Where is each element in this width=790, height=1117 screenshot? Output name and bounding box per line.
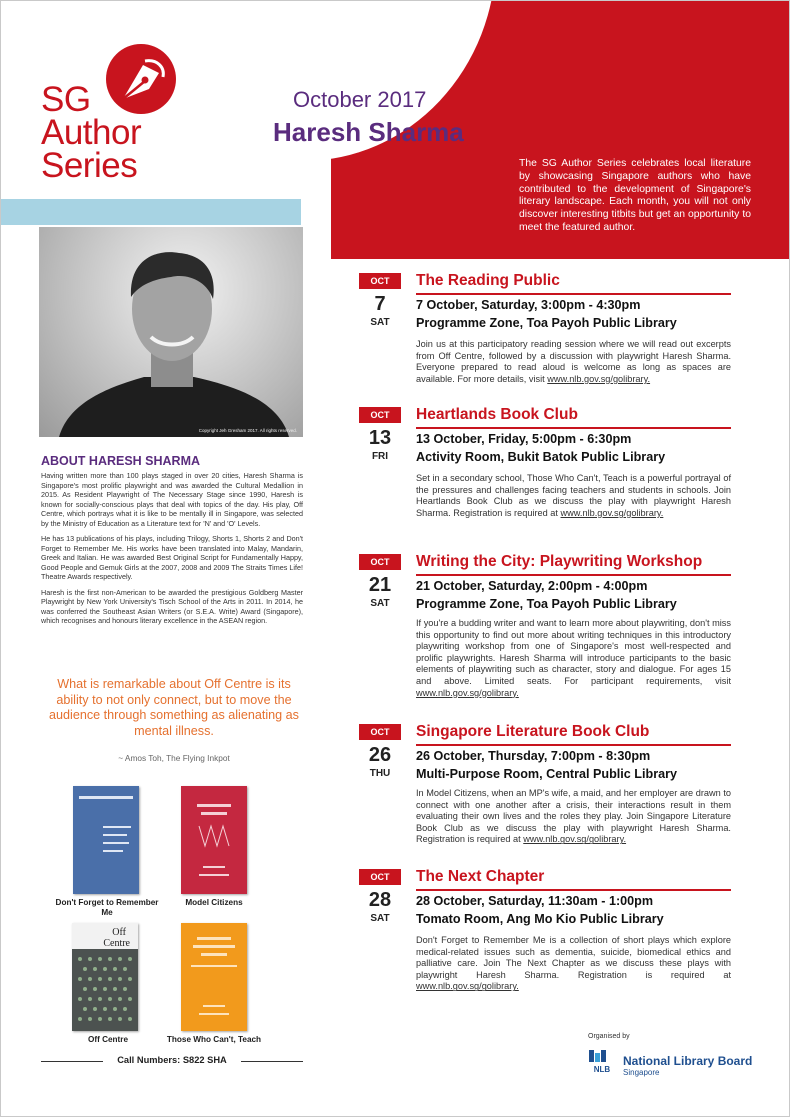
event-month-badge: OCT [359, 407, 401, 423]
event-venue: Programme Zone, Toa Payoh Public Library [416, 316, 677, 330]
about-text [41, 471, 303, 632]
brand-line: Series [41, 146, 138, 185]
about-heading: ABOUT HARESH SHARMA [41, 454, 201, 468]
brand-line: Author [41, 113, 142, 152]
event-venue: Activity Room, Bukit Batok Public Library [416, 450, 666, 464]
event-divider [416, 427, 731, 429]
author-silhouette-icon [39, 227, 303, 437]
event-date: 7 October, Saturday, 3:00pm - 4:30pm [416, 298, 641, 312]
event-link[interactable]: www.nlb.gov.sg/golibrary. [547, 373, 651, 384]
event-title: The Reading Public [416, 272, 560, 289]
event-divider [416, 574, 731, 576]
about-paragraph: He has 13 publications of his plays, including Trilogy, Shorts 1, Shorts 2 and Don't Forget to Remember Me. His works have been translated into Malay, Mandarin, Greek and Italian. He was awarded Best Original Script for Fundamentally Happy, Good People and Gemuk Girls at the 2007, 2008 and 2009 The Straits Times Life! Theatre Awards respectively. [41, 534, 303, 581]
book-cover-those-who-cant-teach [181, 923, 247, 1031]
event-description [416, 788, 731, 846]
event-weekday: THU [369, 768, 391, 779]
quote-attribution: ~ Amos Toh, The Flying Inkpot [118, 753, 230, 763]
issue-month: October 2017 [293, 87, 427, 112]
book-title: Off Centre [87, 1035, 129, 1044]
event-venue: Tomato Room, Ang Mo Kio Public Library [416, 912, 664, 926]
svg-text:Off: Off [112, 927, 126, 938]
event-link[interactable]: www.nlb.gov.sg/golibrary. [560, 507, 664, 518]
event-weekday: SAT [370, 317, 390, 328]
book-cover-off-centre [72, 923, 138, 1031]
event-date: 28 October, Saturday, 11:30am - 1:00pm [416, 894, 654, 908]
event-day: 26 [368, 744, 392, 766]
book-cover-model-citizens [181, 786, 247, 894]
event-divider [416, 744, 731, 746]
event-month-badge: OCT [359, 273, 401, 289]
nlb-logo-text: NLB [593, 1065, 611, 1074]
event-month-badge: OCT [359, 869, 401, 885]
event-month-badge: OCT [359, 724, 401, 740]
series-intro: The SG Author Series celebrates local literature by showcasing Singapore authors who have contributed to the development of Singapore's literary landscape. Each month, you will not only discover interesting titbits but get an opportunity to meet the featured author. [519, 158, 751, 233]
blue-band [1, 199, 301, 225]
event-venue: Multi-Purpose Room, Central Public Library [416, 767, 678, 781]
event-description-text: Join us at this participatory reading session where we will read out excerpts from Off Centre, followed by a discussion with playwright Haresh Sharma. Everyone prepared to read aloud is welcome as long as spaces are available. For more details, visit [416, 339, 731, 384]
event-day: 13 [368, 427, 392, 449]
event-date: 13 October, Friday, 5:00pm - 6:30pm [416, 432, 632, 446]
event-description [416, 339, 731, 385]
book-title: Model Citizens [185, 898, 243, 907]
event-day: 7 [374, 293, 386, 315]
book-title: Don't Forget to Remember Me [55, 898, 159, 917]
event-date: 26 October, Thursday, 7:00pm - 8:30pm [416, 749, 651, 763]
photo-credit: Copyright Jeh Gresham 2017. All rights reserved. [198, 428, 297, 433]
event-weekday: FRI [371, 451, 389, 462]
nlb-logo-icon [587, 1048, 617, 1074]
book-title: Those Who Can't, Teach [166, 1035, 262, 1044]
event-month-badge: OCT [359, 554, 401, 570]
call-numbers: Call Numbers: S822 SHA [117, 1055, 227, 1065]
event-title: Writing the City: Playwriting Workshop [416, 553, 703, 570]
event-day: 28 [368, 889, 392, 911]
event-title: The Next Chapter [416, 868, 545, 885]
event-weekday: SAT [370, 598, 390, 609]
event-divider [416, 293, 731, 295]
event-date: 21 October, Saturday, 2:00pm - 4:00pm [416, 579, 648, 593]
about-paragraph: Haresh is the first non-American to be awarded the prestigious Goldberg Master Playwright by New York University's Tisch School of the Arts in 2011. In 2014, he was conferred the Southeast Asian Writers (or S.E.A. Write) Award (Singapore), which recognises and honours literary excellence in the ASEAN region. [41, 587, 303, 625]
event-description-text: Don't Forget to Remember Me is a collection of short plays which explore medical-related issues such as dementia, suicide, biomedical ethics and palliative care. Join The Next Chapter as we discuss these plays with playwright Haresh Sharma. Registration is required at [416, 935, 731, 980]
event-link[interactable]: www.nlb.gov.sg/golibrary. [416, 687, 519, 698]
about-paragraph: Having written more than 100 plays staged in over 20 cities, Haresh Sharma is Singapore's most prolific playwright and was awarded the Cultural Medallion in 2015. As Resident Playwright of The Necessary Stage since 1990, Haresh is known for socially-conscious plays that deal with topics of the day. His play, Off Centre, which portrays what it is like to be mentally ill in Singapore, was selected by the Ministry of Education as a Literature text for 'N' and 'O' Levels. [41, 471, 303, 528]
event-description [416, 473, 731, 519]
organiser-country: Singapore [623, 1068, 660, 1077]
review-quote: What is remarkable about Off Centre is its ability to not only connect, but to move the audience through something as alienating as mental illness. [49, 677, 299, 738]
event-title: Singapore Literature Book Club [416, 723, 650, 740]
organiser-name: National Library Board [623, 1054, 753, 1068]
event-divider [416, 889, 731, 891]
featured-author: Haresh Sharma [273, 117, 464, 147]
brand-line: SG [41, 80, 91, 119]
book-cover-dont-forget [73, 786, 139, 894]
author-photo [39, 227, 303, 437]
event-venue: Programme Zone, Toa Payoh Public Library [416, 597, 677, 611]
event-description [416, 935, 731, 993]
event-description-text: In Model Citizens, when an MP's wife, a maid, and her employer are drawn to connect with one another after a crisis, their interactions result in them evaluating their own lives and the roles they play. Join Singapore Literature Book Club as we discuss the play with playwright Haresh Sharma. Registration is required at [416, 788, 731, 845]
event-title: Heartlands Book Club [416, 406, 578, 423]
event-description-text: Set in a secondary school, Those Who Can't, Teach is a powerful portrayal of the pressures and challenges facing teachers and students in schools. Join Heartlands Book Club as we discuss the play with playwright Haresh Sharma. Registration is required at [416, 473, 731, 518]
event-description-text: If you're a budding writer and want to learn more about playwriting, don't miss this opportunity to find out more about writing techniques in this introductory playwriting workshop from one of Singapore's most well-respected and prolific playwrights. Haresh Sharma will introduce participants to the basic elements of playwriting such as character, story and dialogue. For ages 15 and above. Limited seats. For participant requirements, visit [416, 618, 731, 686]
call-numbers-row [41, 1054, 303, 1068]
organised-by-label: Organised by [588, 1033, 630, 1040]
event-weekday: SAT [370, 913, 390, 924]
event-description [416, 618, 731, 699]
brand-title [41, 80, 142, 185]
event-day: 21 [368, 574, 392, 596]
event-link[interactable]: www.nlb.gov.sg/golibrary. [523, 834, 627, 845]
event-link[interactable]: www.nlb.gov.sg/golibrary. [416, 981, 519, 992]
svg-text:Centre: Centre [103, 938, 130, 949]
